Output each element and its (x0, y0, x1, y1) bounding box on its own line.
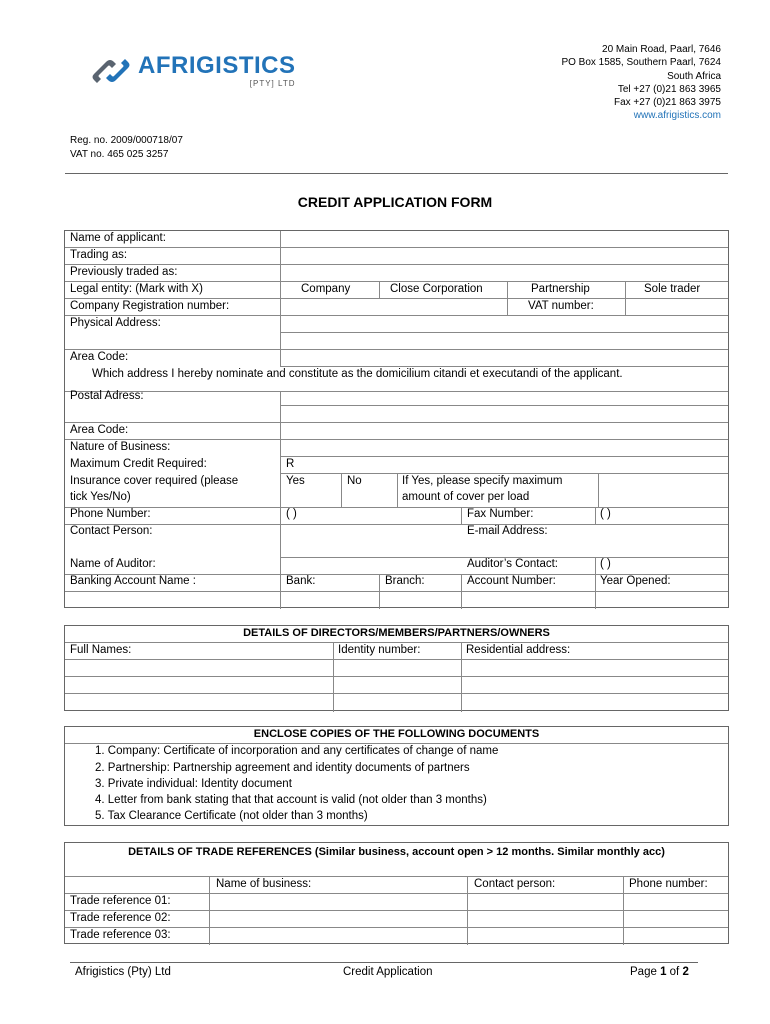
document-item: 1. Company: Certificate of incorporation and any certificates of change of name (95, 745, 499, 757)
label-banking-name: Banking Account Name : (70, 575, 196, 587)
company-name: AFRIGISTICS (138, 52, 296, 79)
label-area-code-postal: Area Code: (70, 424, 129, 436)
label-phone-number-ref: Phone number: (629, 878, 708, 890)
fax-line: Fax +27 (0)21 863 3975 (613, 97, 721, 109)
label-contact-person-ref: Contact person: (474, 878, 556, 890)
trade-reference-01: Trade reference 01: (70, 895, 171, 907)
trade-reference-02: Trade reference 02: (70, 912, 171, 924)
registration-info (70, 134, 183, 161)
phone-area-code: ( ) (286, 508, 297, 520)
label-auditor: Name of Auditor: (70, 558, 156, 570)
label-contact-person: Contact Person: (70, 525, 153, 537)
label-insurance-tick: tick Yes/No) (70, 491, 131, 503)
trade-reference-03: Trade reference 03: (70, 929, 171, 941)
label-phone: Phone Number: (70, 508, 151, 520)
label-year-opened: Year Opened: (600, 575, 671, 587)
footer-document: Credit Application (343, 966, 433, 978)
label-branch: Branch: (385, 575, 425, 587)
header-divider (65, 173, 728, 174)
afrigistics-logo-icon (90, 54, 132, 88)
page-of: of (666, 966, 683, 978)
trade-references-heading: DETAILS OF TRADE REFERENCES (Similar business, account open > 12 months. Similar monthly acc) (128, 846, 665, 858)
label-postal-address: Postal Adress: (70, 390, 144, 402)
option-yes[interactable]: Yes (286, 475, 305, 487)
page-indicator (630, 965, 689, 980)
label-name-of-business: Name of business: (216, 878, 312, 890)
label-if-yes: If Yes, please specify maximum (402, 475, 563, 487)
fax-area-code: ( ) (600, 508, 611, 520)
document-item: 4. Letter from bank stating that that account is valid (not older than 3 months) (95, 794, 487, 806)
company-logo (90, 54, 296, 88)
label-identity-number: Identity number: (338, 644, 421, 656)
label-area-code: Area Code: (70, 351, 129, 363)
label-insurance: Insurance cover required (please (70, 475, 239, 487)
label-account-number: Account Number: (467, 575, 556, 587)
label-legal-entity: Legal entity: (Mark with X) (70, 283, 203, 295)
label-trading-as: Trading as: (70, 249, 128, 261)
website-link[interactable]: www.afrigistics.com (633, 110, 721, 122)
document-item: 2. Partnership: Partnership agreement and identity documents of partners (95, 762, 470, 774)
footer-divider (70, 962, 698, 963)
option-sole-trader[interactable]: Sole trader (644, 283, 701, 295)
label-physical-address: Physical Address: (70, 317, 161, 329)
label-max-credit: Maximum Credit Required: (70, 458, 207, 470)
label-full-names: Full Names: (70, 644, 132, 656)
label-email: E-mail Address: (467, 525, 548, 537)
reg-number: Reg. no. 2009/000718/07 (70, 135, 183, 146)
option-no[interactable]: No (347, 475, 362, 487)
label-nature-business: Nature of Business: (70, 441, 171, 453)
address-line: 20 Main Road, Paarl, 7646 (602, 44, 721, 55)
documents-heading: ENCLOSE COPIES OF THE FOLLOWING DOCUMENTS (253, 728, 540, 740)
vat-number: VAT no. 465 025 3257 (70, 148, 169, 160)
form-title: CREDIT APPLICATION FORM (297, 194, 493, 210)
label-previously-traded: Previously traded as: (70, 266, 178, 278)
address-line: South Africa (667, 70, 721, 82)
page-label: Page (630, 966, 661, 978)
directors-heading: DETAILS OF DIRECTORS/MEMBERS/PARTNERS/OWNERS (243, 627, 550, 639)
option-company[interactable]: Company (301, 283, 351, 295)
option-close-corporation[interactable]: Close Corporation (390, 283, 483, 295)
auditor-area-code: ( ) (600, 558, 611, 570)
label-auditor-contact: Auditor’s Contact: (467, 558, 558, 570)
company-address (561, 43, 721, 123)
label-name-of-applicant: Name of applicant: (70, 232, 166, 244)
footer-company: Afrigistics (Pty) Ltd (75, 966, 171, 978)
document-item: 3. Private individual: Identity document (95, 778, 292, 790)
label-if-yes-2: amount of cover per load (402, 491, 530, 503)
page-number: 1 (660, 966, 667, 978)
domicilium-statement: Which address I hereby nominate and constitute as the domicilium citandi et executandi of the applicant. (92, 368, 623, 380)
document-item: 5. Tax Clearance Certificate (not older than 3 months) (95, 810, 368, 822)
option-partnership[interactable]: Partnership (531, 283, 590, 295)
company-suffix: [PTY] LTD (249, 79, 296, 88)
page-total: 2 (682, 966, 689, 978)
label-company-reg: Company Registration number: (70, 300, 230, 312)
label-fax: Fax Number: (467, 508, 534, 520)
label-vat-number: VAT number: (528, 300, 594, 312)
label-bank: Bank: (286, 575, 316, 587)
currency-symbol: R (286, 458, 295, 470)
address-line: PO Box 1585, Southern Paarl, 7624 (561, 57, 721, 69)
tel-line: Tel +27 (0)21 863 3965 (617, 83, 721, 95)
label-residential-address: Residential address: (466, 644, 571, 656)
